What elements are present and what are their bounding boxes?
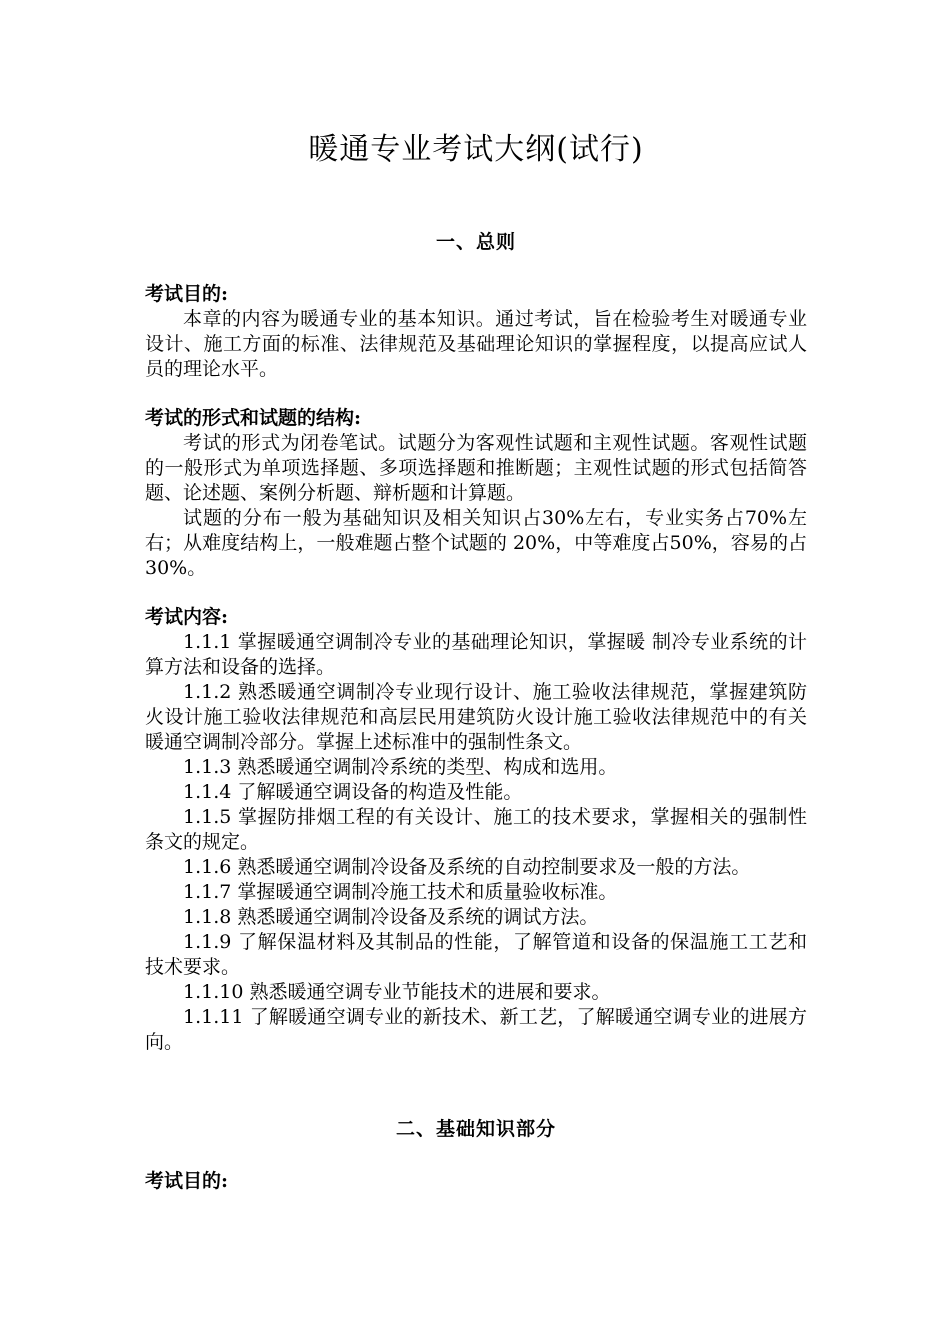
form-label: 考试的形式和试题的结构: [145, 407, 362, 429]
content-item: 1.1.4 了解暖通空调设备的构造及性能。 [183, 781, 523, 803]
content-item: 1.1.2 熟悉暖通空调制冷专业现行设计、施工验收法律规范，掌握建筑防火设计施工验收法律规范和高层民用建筑防火设计施工验收法律规范中的有关暖通空调制冷部分。掌握上述标准中的强制性条文。 [145, 681, 807, 753]
content-item: 1.1.3 熟悉暖通空调制冷系统的类型、构成和选用。 [183, 756, 618, 778]
section-heading-basics: 二、基础知识部分 [395, 1118, 556, 1140]
content-item: 1.1.9 了解保温材料及其制品的性能，了解管道和设备的保温施工工艺和技术要求。 [145, 931, 807, 978]
form-paragraph-2: 试题的分布一般为基础知识及相关知识占30%左右，专业实务占70%左右；从难度结构上，一般难题占整个试题的 20%，中等难度占50%，容易的占30%。 [145, 507, 807, 579]
section-heading-general: 一、总则 [435, 231, 516, 253]
purpose-paragraph: 本章的内容为暖通专业的基本知识。通过考试，旨在检验考生对暖通专业设计、施工方面的标准、法律规范及基础理论知识的掌握程度，以提高应试人员的理论水平。 [145, 308, 807, 380]
purpose-label-2: 考试目的: [145, 1170, 229, 1192]
document-title: 暖通专业考试大纲(试行) [308, 132, 644, 167]
content-item: 1.1.11 了解暖通空调专业的新技术、新工艺，了解暖通空调专业的进展方向。 [145, 1006, 807, 1053]
content-item: 1.1.8 熟悉暖通空调制冷设备及系统的调试方法。 [183, 906, 599, 928]
content-item: 1.1.6 熟悉暖通空调制冷设备及系统的自动控制要求及一般的方法。 [183, 856, 751, 878]
purpose-label: 考试目的: [145, 283, 229, 305]
content-item: 1.1.5 掌握防排烟工程的有关设计、施工的技术要求，掌握相关的强制性条文的规定。 [145, 806, 807, 853]
content-item: 1.1.10 熟悉暖通空调专业节能技术的进展和要求。 [183, 981, 611, 1003]
content-label: 考试内容: [145, 606, 229, 628]
content-item: 1.1.7 掌握暖通空调制冷施工技术和质量验收标准。 [183, 881, 618, 903]
document-page [145, 128, 807, 1194]
content-item: 1.1.1 掌握暖通空调制冷专业的基础理论知识，掌握暖 制冷专业系统的计算方法和设备的选择。 [145, 631, 807, 678]
form-paragraph-1: 考试的形式为闭卷笔试。试题分为客观性试题和主观性试题。客观性试题的一般形式为单项选择题、多项选择题和推断题；主观性试题的形式包括简答题、论述题、案例分析题、辩析题和计算题。 [145, 432, 807, 504]
